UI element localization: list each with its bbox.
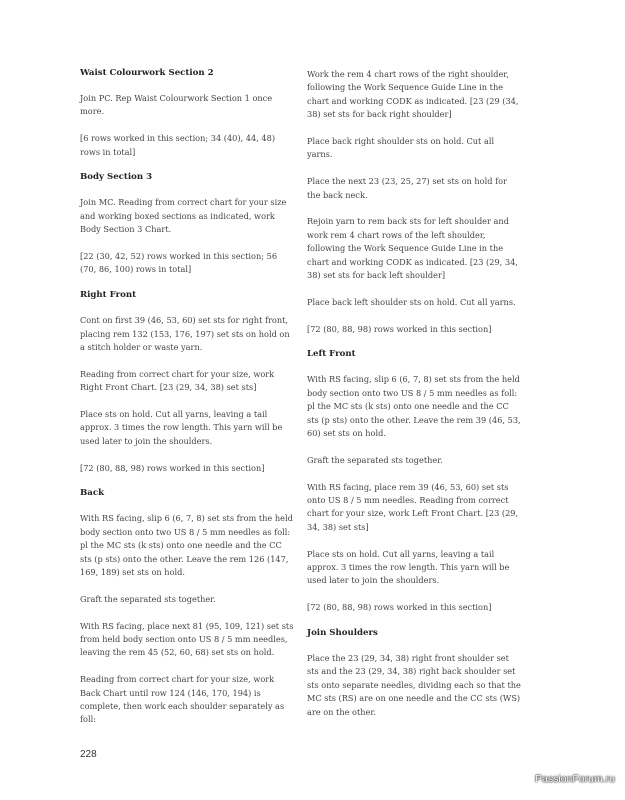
- instruction-paragraph: Graft the separated sts together.: [307, 454, 443, 465]
- instruction-paragraph: Place back right shoulder sts on hold. Cut all yarns.: [307, 136, 495, 160]
- instruction-paragraph: Place the next 23 (23, 25, 27) set sts on hold for the back neck.: [307, 176, 507, 200]
- instruction-paragraph: Cont on first 39 (46, 53, 60) set sts for right front, placing rem 132 (153, 176, 197) set sts on hold on a stitch holder or waste yarn.: [80, 315, 290, 353]
- section-heading-right-front: Right Front: [80, 290, 137, 301]
- instruction-paragraph: Reading from correct chart for your size, work Right Front Chart. [23 (29, 34, 38) set sts]: [80, 368, 275, 393]
- section-heading-body-section-3: Body Section 3: [80, 172, 153, 183]
- right-column: [307, 68, 522, 733]
- instruction-paragraph: With RS facing, slip 6 (6, 7, 8) set sts from the held body section onto two US 8 / 5 mm needles as foll: pl the MC sts (k sts) onto one needle and the CC sts (p sts) onto the other. Leave the rem 39 (46, 53, 60) set sts on hold.: [307, 374, 521, 439]
- instruction-paragraph: Graft the separated sts together.: [80, 593, 216, 604]
- instruction-paragraph: Place sts on hold. Cut all yarns, leaving a tail approx. 3 times the row length. This yarn will be used later to join the shoulders.: [307, 548, 510, 586]
- instruction-paragraph: With RS facing, place rem 39 (46, 53, 60) set sts onto US 8 / 5 mm needles. Reading from correct chart for your size, work Left Front Chart. [23 (29, 34, 38) set sts]: [307, 481, 519, 532]
- instruction-paragraph: [72 (80, 88, 98) rows worked in this section]: [307, 602, 492, 613]
- instruction-paragraph: [72 (80, 88, 98) rows worked in this section]: [307, 323, 492, 334]
- instruction-paragraph: With RS facing, place next 81 (95, 109, 121) set sts from held body section onto US 8 / 5 mm needles, leaving the rem 45 (52, 60, 68) set sts on hold.: [80, 620, 294, 658]
- instruction-paragraph: Join PC. Rep Waist Colourwork Section 1 once more.: [80, 93, 273, 117]
- instruction-paragraph: Join MC. Reading from correct chart for your size and working boxed sections as indicated, work Body Section 3 Chart.: [80, 197, 287, 235]
- section-heading-back: Back: [80, 488, 105, 499]
- instruction-paragraph: With RS facing, slip 6 (6, 7, 8) set sts from the held body section onto two US 8 / 5 mm needles as foll: pl the MC sts (k sts) onto one needle and the CC sts (p sts) onto the other. Leave the rem 126 (147, 169, 189) set sts on hold.: [80, 513, 293, 578]
- instruction-paragraph: Place sts on hold. Cut all yarns, leaving a tail approx. 3 times the row length. This yarn will be used later to join the shoulders.: [80, 409, 283, 446]
- left-column: [80, 68, 295, 740]
- watermark: PassionForum.ru: [535, 773, 615, 785]
- section-heading-left-front: Left Front: [307, 349, 356, 360]
- instruction-paragraph: [72 (80, 88, 98) rows worked in this section]: [80, 462, 265, 473]
- instruction-paragraph: Reading from correct chart for your size, work Back Chart until row 124 (146, 170, 194) is complete, then work each shoulder separately as foll:: [80, 674, 285, 725]
- section-heading-join-shoulders: Join Shoulders: [307, 628, 378, 639]
- instruction-paragraph: Rejoin yarn to rem back sts for left shoulder and work rem 4 chart rows of the left shoulder, following the Work Sequence Guide Line in the chart and working CODK as indicated. [23 (29, 34, 38) set sts for back left shoulder]: [307, 216, 518, 281]
- instruction-paragraph: Work the rem 4 chart rows of the right shoulder, following the Work Sequence Guide Line in the chart and working CODK as indicated. [23 (29 (34, 38) set sts for back right shoulder]: [307, 69, 519, 120]
- instruction-paragraph: Place back left shoulder sts on hold. Cut all yarns.: [307, 296, 516, 307]
- section-heading-waist-colourwork-section-2: Waist Colourwork Section 2: [80, 68, 214, 78]
- instruction-paragraph: [6 rows worked in this section; 34 (40), 44, 48) rows in total]: [80, 133, 276, 157]
- instruction-paragraph: [22 (30, 42, 52) rows worked in this section; 56 (70, 86, 100) rows in total]: [80, 251, 278, 275]
- instruction-paragraph: Place the 23 (29, 34, 38) right front shoulder set sts and the 23 (29, 34, 38) right back shoulder set sts onto separate needles, dividing each so that the MC sts (RS) are on one needle and the CC sts (WS) are on the other.: [307, 653, 521, 717]
- page-number: 228: [80, 749, 97, 760]
